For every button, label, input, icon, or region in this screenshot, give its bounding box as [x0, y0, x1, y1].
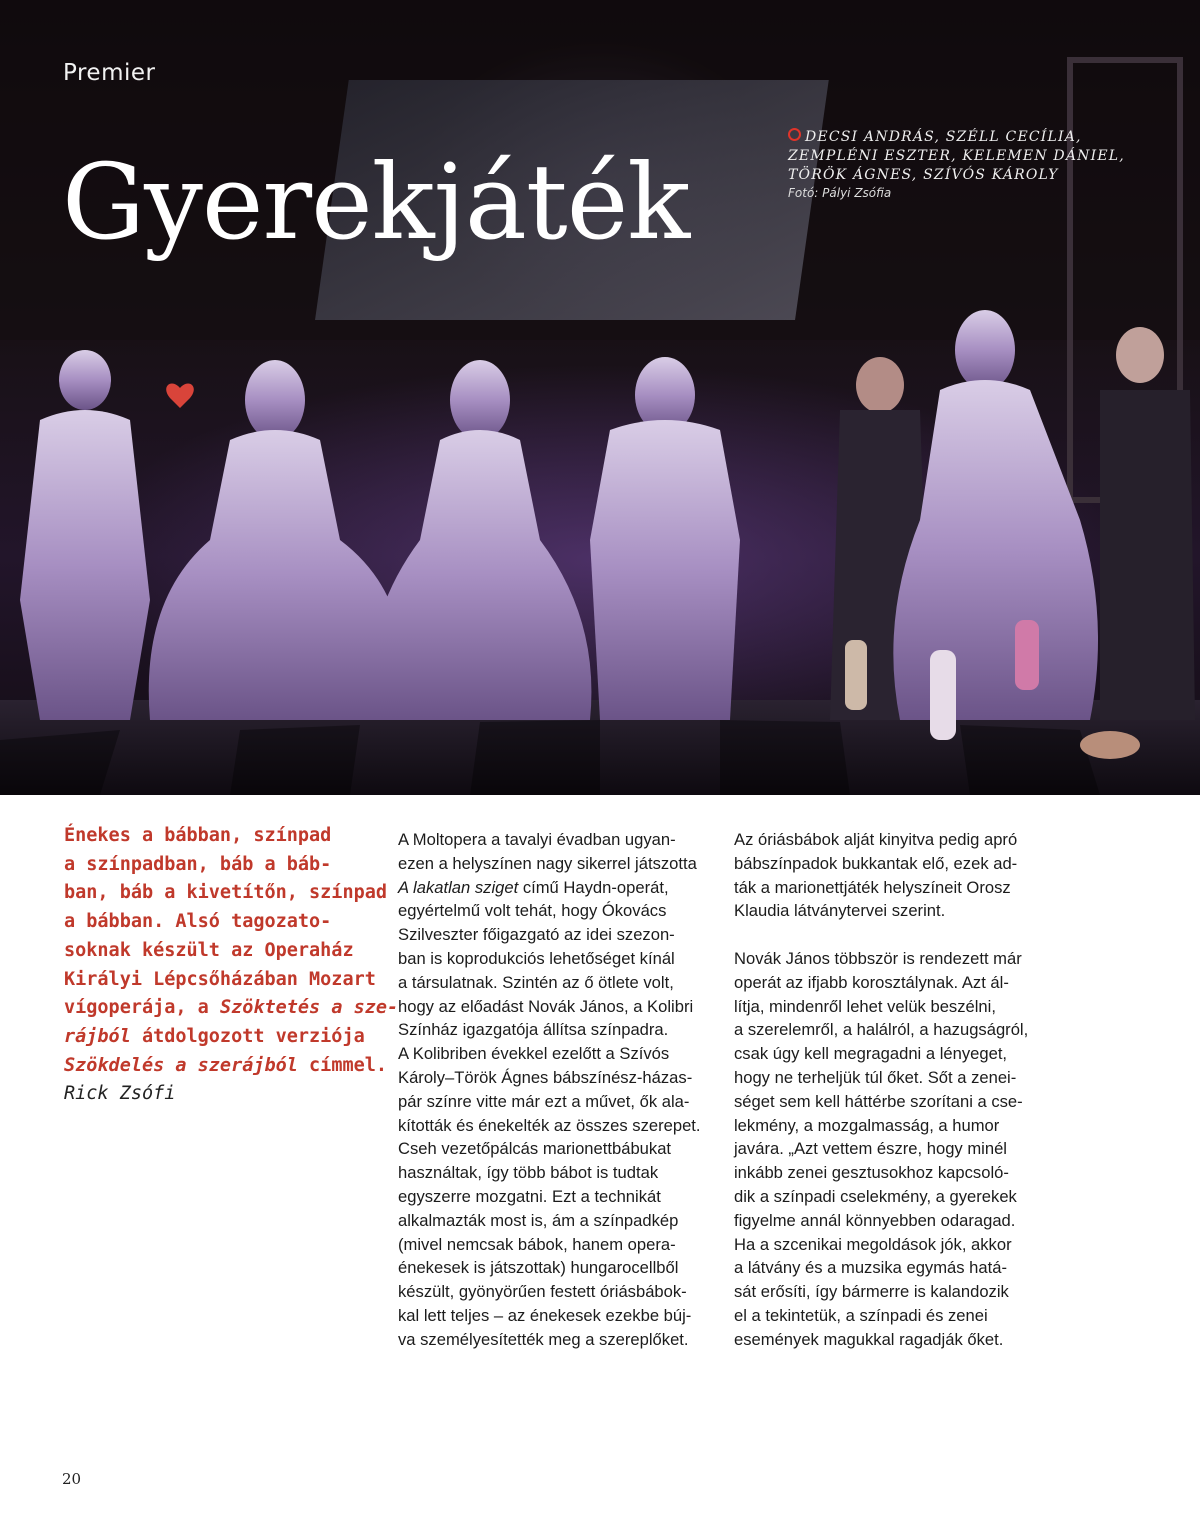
- photo-caption: [788, 128, 1128, 201]
- body-line: (mivel nemcsak bábok, hanem opera-: [398, 1234, 676, 1254]
- body-line: a társulatnak. Szintén az ő ötlete volt,: [398, 972, 674, 992]
- body-line: javára. „Azt vettem észre, hogy minél: [734, 1139, 1007, 1159]
- body-line: énekesek is játszottak) hungarocellből: [398, 1258, 679, 1278]
- body-line: A Kolibriben évekkel ezelőtt a Szívós: [398, 1044, 670, 1064]
- body-line: a szerelemről, a halálról, a hazugságról,: [734, 1020, 1029, 1040]
- body-line: Klaudia látványtervei szerint.: [734, 901, 946, 921]
- lead-line: Királyi Lépcsőházában Mozart: [64, 968, 376, 990]
- body-column-1: [398, 828, 708, 1375]
- giant-puppet-2: [149, 360, 404, 720]
- body-line: egyszerre mozgatni. Ezt a technikát: [398, 1186, 661, 1206]
- body-line: A Moltopera a tavalyi évadban ugyan-: [398, 830, 676, 849]
- body-line: ban is koprodukciós lehetőséget kínál: [398, 948, 675, 968]
- body-line: el a tekintetük, a színpadi és zenei: [734, 1305, 988, 1325]
- giant-puppet-3: [369, 360, 592, 720]
- body-line: hogy az előadást Novák János, a Kolibri: [398, 996, 694, 1016]
- circle-outline-icon: [788, 128, 801, 141]
- body-line: Cseh vezetőpálcás marionettbábukat: [398, 1139, 672, 1159]
- body-line: események magukkal ragadják őket.: [734, 1329, 1004, 1349]
- body-line: készült, gyönyörűen festett óriásbábok-: [398, 1282, 687, 1302]
- body-line: dik a színpadi cselekmény, a gyerekek: [734, 1186, 1017, 1206]
- body-line: Ha a szcenikai megoldások jók, akkor: [734, 1234, 1012, 1254]
- body-line: ezen a helyszínen nagy sikerrel játszotta: [398, 853, 697, 873]
- body-line: operát az ifjabb korosztálynak. Azt ál-: [734, 972, 1009, 992]
- photo-credit: Fotó: Pályi Zsófia: [788, 186, 892, 200]
- body-line: a látvány és a muzsika egymás hatá-: [734, 1258, 1008, 1278]
- body-line: Szilveszter főigazgató az idei szezon-: [398, 925, 675, 945]
- author-name: Rick Zsófi: [64, 1083, 176, 1105]
- paragraph-gap: [734, 923, 1054, 947]
- lead-line: a bábban. Alsó tagozato-: [64, 911, 332, 933]
- body-line: va személyesítették meg a szereplőket.: [398, 1329, 689, 1349]
- body-line: ták a marionettjáték helyszíneit Orosz: [734, 877, 1011, 897]
- body-line: pár színre vitte már ezt a művet, ők ala-: [398, 1091, 690, 1111]
- work-title-italic: Szöktetés a sze-: [219, 997, 399, 1019]
- work-title-italic: Szökdelés a szerájból: [64, 1054, 298, 1076]
- caption-line-1: DECSI ANDRÁS, SZÉLL CECÍLIA,: [788, 128, 1128, 147]
- work-title-italic: rájból: [64, 1025, 131, 1047]
- body-line: lítja, mindenről lehet velük beszélni,: [734, 996, 996, 1016]
- lead-line: vígoperája, a Szöktetés a sze-: [64, 997, 399, 1019]
- body-line: kították és énekelték az összes szerepet.: [398, 1115, 701, 1135]
- lead-line: Szökdelés a szerájból címmel.: [64, 1054, 388, 1076]
- giant-puppet-4: [590, 357, 740, 720]
- lead-line: soknak készült az Operaház: [64, 939, 354, 961]
- body-line: A lakatlan sziget című Haydn-operát,: [398, 877, 669, 897]
- caption-line-3: TÖRÖK ÁGNES, SZÍVÓS KÁROLY: [788, 167, 1059, 183]
- body-column-2: [734, 828, 1054, 1352]
- body-line: inkább zenei gesztusokhoz kapcsoló-: [734, 1163, 1009, 1183]
- section-label: Premier: [63, 60, 156, 86]
- lead-paragraph: [64, 822, 399, 1109]
- work-title-italic: A lakatlan sziget: [398, 877, 519, 897]
- body-line: kal lett teljes – az énekesek ezekbe búj-: [398, 1305, 692, 1325]
- page-number: 20: [62, 1470, 82, 1488]
- body-line: használtak, így több bábot is tudtak: [398, 1163, 659, 1183]
- body-line: egyértelmű volt tehát, hogy Ókovács: [398, 901, 667, 921]
- caption-line-2: ZEMPLÉNI ESZTER, KELEMEN DÁNIEL,: [788, 148, 1125, 164]
- body-line: bábszínpadok bukkantak elő, ezek ad-: [734, 853, 1018, 873]
- body-line: [398, 1352, 708, 1376]
- body-line: Színház igazgatója állítsa színpadra.: [398, 1020, 669, 1040]
- body-line: séget sem kell háttérbe szorítani a cse-: [734, 1091, 1023, 1111]
- body-line: Az óriásbábok alját kinyitva pedig apró: [734, 830, 1018, 849]
- giant-puppet-1: [20, 350, 150, 720]
- lead-line: rájból átdolgozott verziója: [64, 1025, 365, 1047]
- body-line: figyelme annál könnyebben odaragad.: [734, 1210, 1016, 1230]
- lead-line: a színpadban, báb a báb-: [64, 853, 332, 875]
- lead-line: ban, báb a kivetítőn, színpad: [64, 882, 388, 904]
- body-line: sát erősíti, így bármerre is kalandozik: [734, 1282, 1009, 1302]
- body-line: alkalmazták most is, ám a színpadkép: [398, 1210, 679, 1230]
- body-line: hogy ne terheljük túl őket. Sőt a zenei-: [734, 1067, 1017, 1087]
- body-line: lekmény, a mozgalmasság, a humor: [734, 1115, 1000, 1135]
- lead-line: Énekes a bábban, színpad: [64, 825, 332, 846]
- body-line: Károly–Török Ágnes bábszínész-házas-: [398, 1067, 693, 1087]
- body-line: Novák János többször is rendezett már: [734, 948, 1022, 968]
- page-title: Gyerekjáték: [62, 141, 690, 263]
- body-line: csak úgy kell megragadni a lényeget,: [734, 1044, 1008, 1064]
- heart-prop: [166, 383, 194, 408]
